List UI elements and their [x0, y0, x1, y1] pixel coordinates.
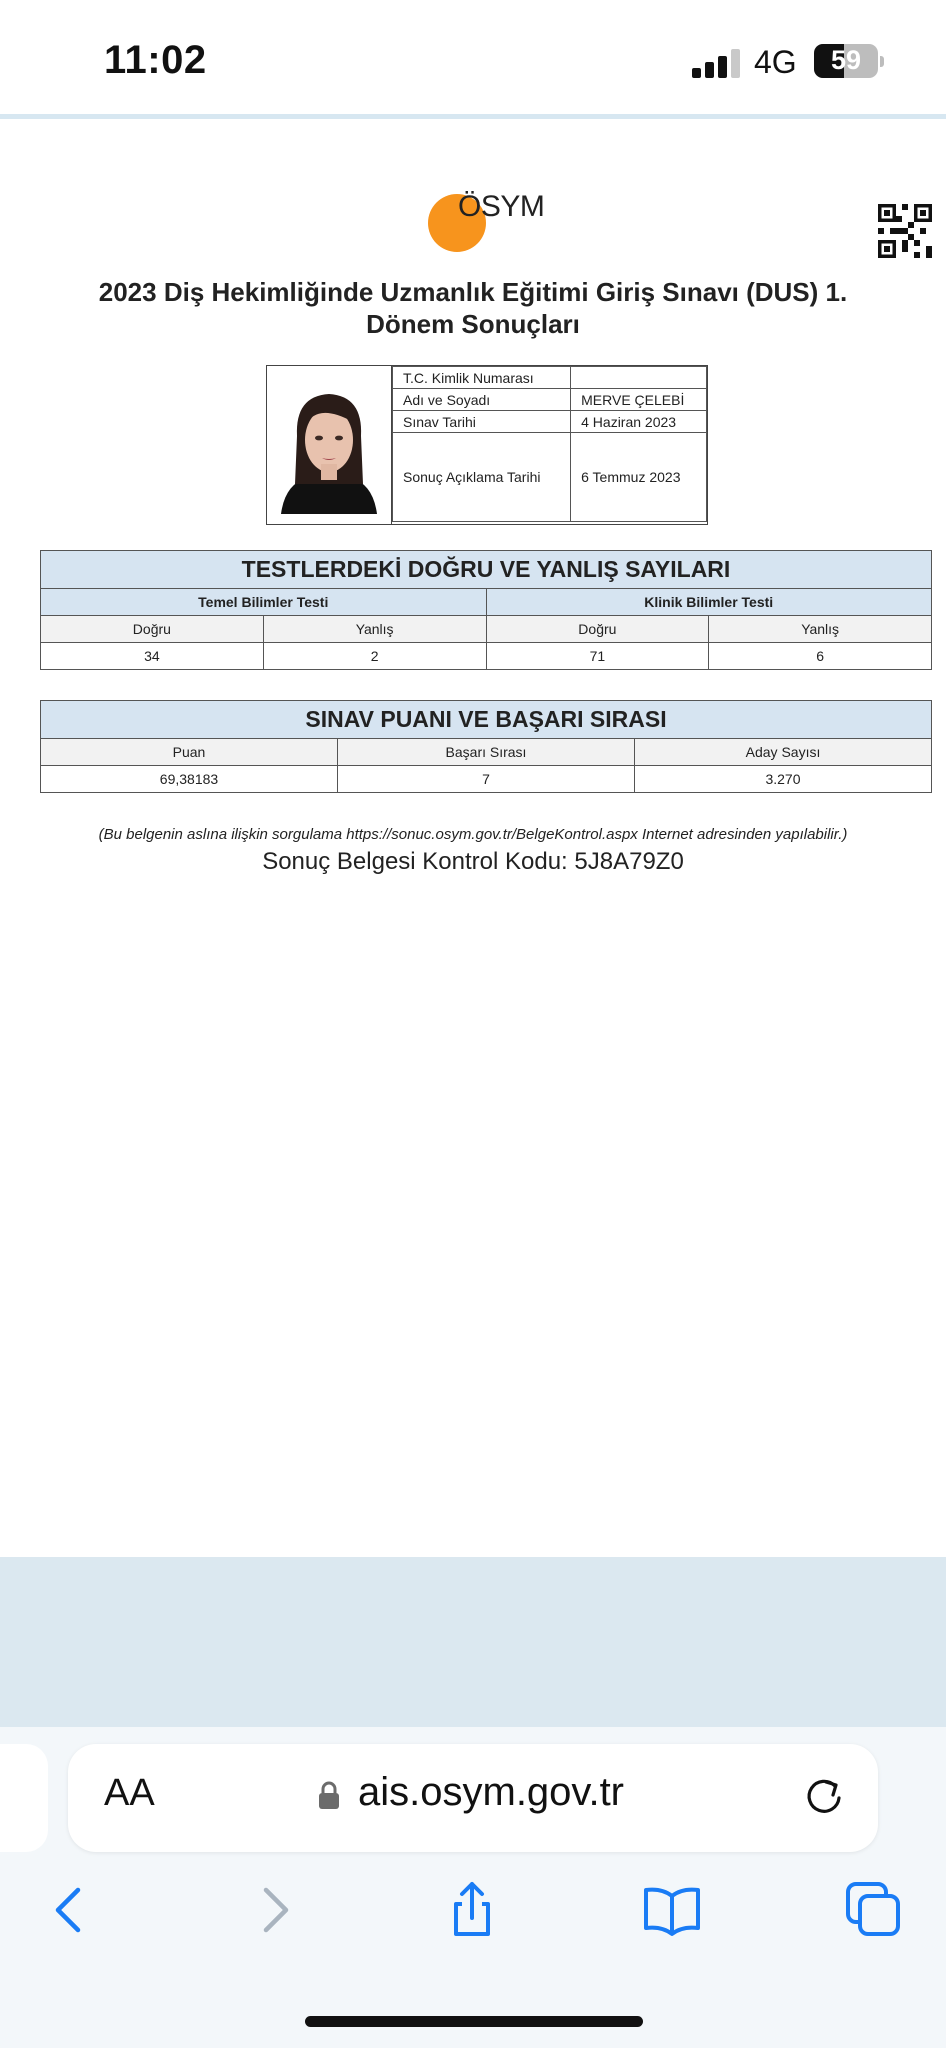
- clinical-correct-label: Doğru: [486, 616, 709, 643]
- logo-text: ÖSYM: [458, 190, 545, 223]
- name-value: MERVE ÇELEBİ: [571, 389, 707, 411]
- address-bar[interactable]: [68, 1744, 878, 1852]
- verification-note: (Bu belgenin aslına ilişkin sorgulama https://sonuc.osym.gov.tr/BelgeKontrol.aspx Internet adresinden yapılabilir.): [98, 826, 848, 843]
- score-table: [40, 700, 932, 793]
- forward-icon[interactable]: [244, 1880, 304, 1940]
- score-header-points: Puan: [41, 739, 338, 766]
- score-header-candidates: Aday Sayısı: [635, 739, 932, 766]
- tabs-icon[interactable]: [844, 1880, 904, 1940]
- text-size-button[interactable]: [104, 1772, 155, 1815]
- cellular-signal-icon: [692, 48, 742, 78]
- url-text: ais.osym.gov.tr: [358, 1770, 624, 1814]
- control-code: Sonuç Belgesi Kontrol Kodu: 5J8A79Z0: [262, 848, 684, 875]
- score-title: SINAV PUANI VE BAŞARI SIRASI: [41, 701, 932, 739]
- candidate-info-card: [266, 365, 708, 525]
- name-label: Adı ve Soyadı: [393, 389, 571, 411]
- battery-icon: [814, 44, 878, 78]
- bookmarks-icon[interactable]: [642, 1880, 702, 1940]
- test-results-title: TESTLERDEKİ DOĞRU VE YANLIŞ SAYILARI: [41, 551, 932, 589]
- text-size-label: AA: [104, 1772, 155, 1814]
- basic-wrong-label: Yanlış: [263, 616, 486, 643]
- back-icon[interactable]: [40, 1880, 100, 1940]
- status-bar: [0, 0, 946, 116]
- qr-code-icon: [878, 204, 932, 258]
- page-footer-band: [0, 1557, 946, 1731]
- toolbar-divider: [0, 114, 946, 119]
- reload-icon[interactable]: [802, 1774, 846, 1818]
- network-type: 4G: [754, 44, 797, 80]
- tc-value: [571, 367, 707, 389]
- previous-tab-preview[interactable]: [0, 1744, 48, 1852]
- score-value-candidates: 3.270: [635, 766, 932, 793]
- clinical-correct-value: 71: [486, 643, 709, 670]
- exam-date-value: 4 Haziran 2023: [571, 411, 707, 433]
- home-indicator[interactable]: [305, 2016, 643, 2027]
- basic-correct-value: 34: [41, 643, 264, 670]
- score-value-points: 69,38183: [41, 766, 338, 793]
- page-title: 2023 Diş Hekimliğinde Uzmanlık Eğitimi Giriş Sınavı (DUS) 1. Dönem Sonuçları: [98, 277, 848, 339]
- result-date-value: 6 Temmuz 2023: [571, 433, 707, 522]
- clinical-sciences-header: Klinik Bilimler Testi: [486, 589, 932, 616]
- exam-date-label: Sınav Tarihi: [393, 411, 571, 433]
- test-results-table: [40, 550, 932, 670]
- battery-level: 59: [830, 45, 862, 75]
- clinical-wrong-value: 6: [709, 643, 932, 670]
- share-icon[interactable]: [442, 1880, 502, 1940]
- basic-sciences-header: Temel Bilimler Testi: [41, 589, 487, 616]
- tc-label: T.C. Kimlik Numarası: [393, 367, 571, 389]
- result-date-label: Sonuç Açıklama Tarihi: [393, 433, 571, 522]
- basic-wrong-value: 2: [263, 643, 486, 670]
- score-header-rank: Başarı Sırası: [338, 739, 635, 766]
- candidate-info-table: [392, 366, 707, 522]
- score-value-rank: 7: [338, 766, 635, 793]
- basic-correct-label: Doğru: [41, 616, 264, 643]
- osym-logo: [428, 190, 588, 254]
- lock-icon: [318, 1780, 340, 1810]
- clinical-wrong-label: Yanlış: [709, 616, 932, 643]
- status-time: 11:02: [104, 38, 207, 82]
- candidate-photo: [267, 366, 392, 524]
